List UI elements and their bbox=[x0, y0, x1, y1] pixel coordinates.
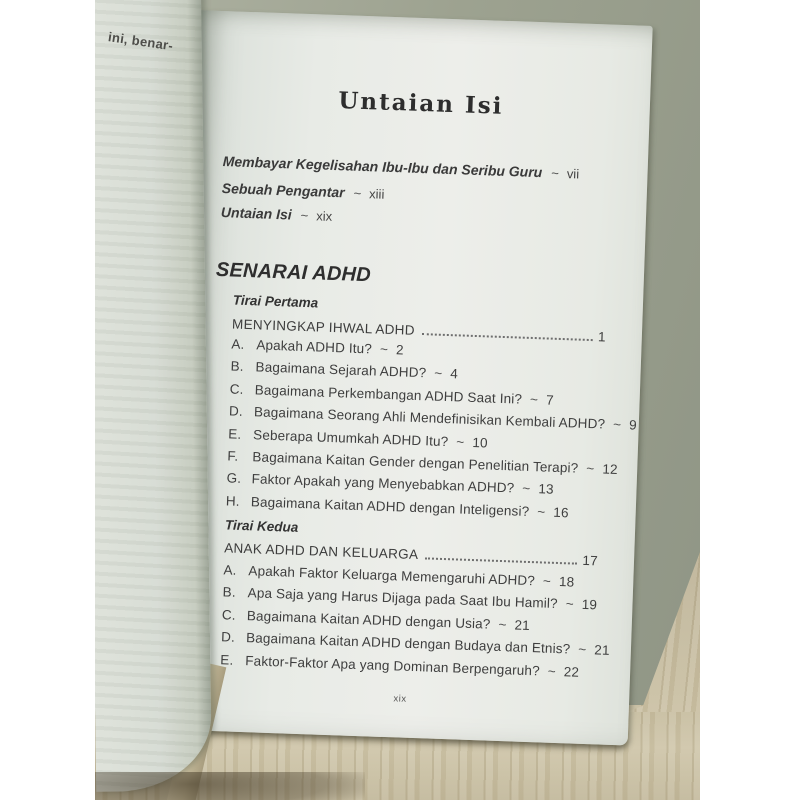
item-text: Faktor Apakah yang Menyebabkan ADHD? bbox=[251, 471, 515, 496]
item-text: Seberapa Umumkah ADHD Itu? bbox=[252, 426, 449, 449]
tilde-separator: ~ bbox=[565, 596, 575, 612]
item-text: Apa Saja yang Harus Dijaga pada Saat Ibu Hamil? bbox=[247, 585, 558, 612]
front-matter-entry bbox=[222, 180, 385, 202]
chapter-page: 17 bbox=[582, 552, 599, 569]
book-cast-shadow bbox=[95, 772, 365, 800]
item-text: Bagaimana Seorang Ahli Mendefinisikan Kembali ADHD? bbox=[253, 404, 606, 432]
item-text: Bagaimana Perkembangan ADHD Saat Ini? bbox=[254, 382, 523, 407]
tilde-separator: ~ bbox=[612, 417, 622, 433]
item-text: Apakah ADHD Itu? bbox=[256, 337, 373, 357]
tilde-separator: ~ bbox=[578, 641, 587, 658]
front-matter-text: Membayar Kegelisahan Ibu-Ibu dan Seribu Guru bbox=[222, 153, 543, 181]
item-page: 16 bbox=[553, 504, 569, 521]
item-page: 7 bbox=[545, 392, 555, 408]
item-letter: G. bbox=[226, 470, 242, 487]
tilde-separator: ~ bbox=[547, 663, 557, 679]
item-letter: D. bbox=[228, 403, 244, 420]
tilde-separator: ~ bbox=[586, 460, 595, 477]
toc-title: Untaian Isi bbox=[337, 87, 504, 120]
tilde-separator: ~ bbox=[300, 207, 309, 224]
tilde-separator: ~ bbox=[353, 185, 362, 201]
section-heading: SENARAI ADHD bbox=[215, 258, 372, 287]
tilde-separator: ~ bbox=[379, 341, 389, 357]
book-photo bbox=[95, 0, 700, 800]
chapter-page: 1 bbox=[597, 329, 607, 345]
chapter-title: ANAK ADHD DAN KELUARGA bbox=[223, 540, 419, 563]
item-text: Bagaimana Kaitan ADHD dengan Inteligensi? bbox=[250, 493, 530, 519]
part-label: Tirai Pertama bbox=[232, 292, 319, 311]
tilde-separator: ~ bbox=[529, 391, 539, 407]
front-matter-text: Untaian Isi bbox=[220, 204, 292, 223]
tilde-separator: ~ bbox=[537, 503, 546, 520]
item-page: 22 bbox=[563, 663, 580, 680]
front-matter-page: xiii bbox=[368, 186, 385, 202]
left-page-text-fragment: ini, benar- bbox=[107, 29, 175, 54]
front-matter-text: Sebuah Pengantar bbox=[221, 180, 345, 201]
item-letter: E. bbox=[227, 425, 242, 442]
folio-page-number: xix bbox=[393, 693, 407, 705]
item-text: Bagaimana Kaitan ADHD dengan Usia? bbox=[246, 607, 491, 632]
item-page: 12 bbox=[602, 461, 618, 477]
chapter-item-list bbox=[220, 562, 624, 688]
dot-leader bbox=[425, 557, 577, 564]
item-letter: A. bbox=[223, 562, 237, 578]
item-letter: B. bbox=[222, 584, 237, 601]
item-text: Bagaimana Sejarah ADHD? bbox=[255, 359, 427, 381]
item-letter: A. bbox=[231, 336, 245, 352]
item-letter: H. bbox=[225, 493, 240, 509]
tilde-separator: ~ bbox=[550, 165, 560, 181]
item-letter: C. bbox=[229, 381, 244, 397]
front-matter-entry bbox=[222, 153, 579, 181]
item-page: 19 bbox=[581, 597, 598, 613]
item-text: Bagaimana Kaitan Gender dengan Penelitian Terapi? bbox=[252, 449, 579, 476]
chapter-title: MENYINGKAP IHWAL ADHD bbox=[231, 316, 416, 338]
tilde-separator: ~ bbox=[522, 481, 531, 497]
item-page: 21 bbox=[594, 642, 610, 659]
item-page: 4 bbox=[450, 366, 459, 382]
tilde-separator: ~ bbox=[433, 365, 443, 382]
item-letter: E. bbox=[220, 651, 234, 668]
item-page: 10 bbox=[472, 434, 488, 451]
tilde-separator: ~ bbox=[542, 573, 552, 589]
item-page: 2 bbox=[395, 342, 404, 358]
item-page: 9 bbox=[628, 417, 638, 433]
front-matter-entry bbox=[221, 204, 333, 224]
item-text: Bagaimana Kaitan ADHD dengan Budaya dan Etnis? bbox=[245, 630, 571, 657]
item-letter: C. bbox=[221, 607, 236, 623]
item-letter: D. bbox=[220, 629, 236, 645]
item-page: 21 bbox=[514, 617, 531, 633]
chapter-item-list bbox=[225, 336, 638, 529]
part-label: Tirai Kedua bbox=[224, 517, 299, 535]
tilde-separator: ~ bbox=[498, 616, 507, 633]
item-letter: F. bbox=[227, 448, 239, 464]
left-page-stack bbox=[95, 0, 212, 792]
tilde-separator: ~ bbox=[456, 433, 465, 450]
wood-table-surface-right bbox=[627, 552, 700, 712]
item-page: 18 bbox=[558, 574, 575, 590]
item-text: Apakah Faktor Keluarga Memengaruhi ADHD? bbox=[248, 563, 536, 589]
right-book-page bbox=[170, 10, 653, 746]
item-page: 13 bbox=[538, 481, 554, 498]
dot-leader bbox=[422, 333, 593, 341]
item-letter: B. bbox=[230, 358, 244, 375]
front-matter-page: xix bbox=[316, 208, 333, 224]
item-text: Faktor-Faktor Apa yang Dominan Berpengaruh? bbox=[245, 652, 541, 678]
front-matter-page: vii bbox=[566, 166, 580, 182]
